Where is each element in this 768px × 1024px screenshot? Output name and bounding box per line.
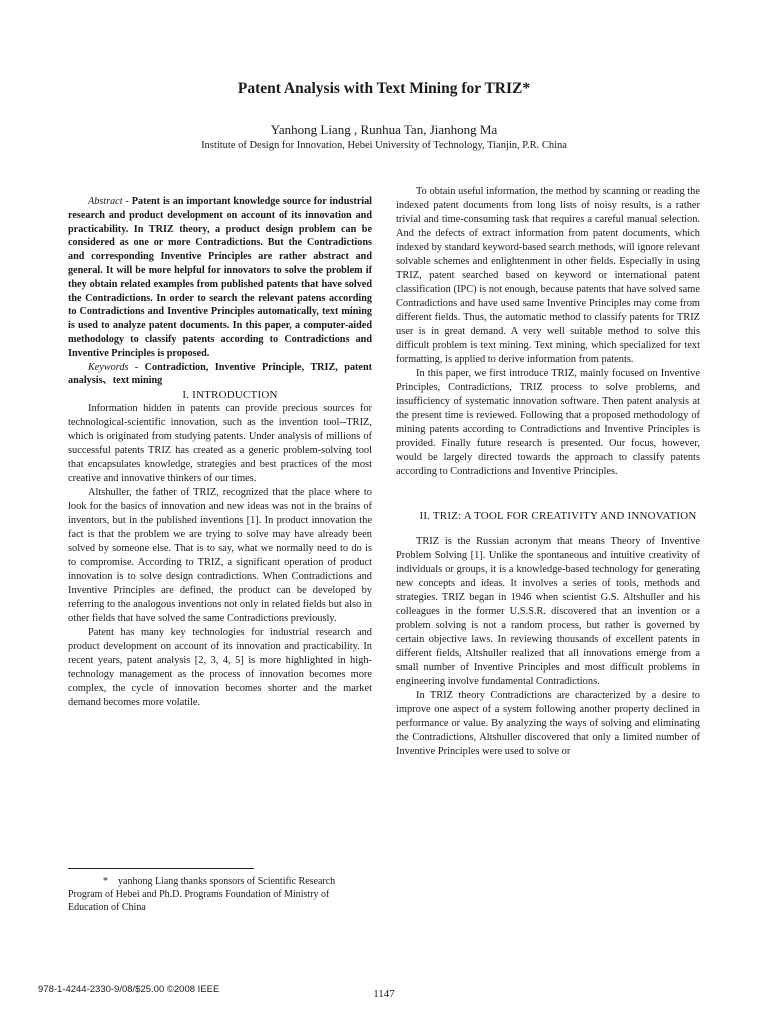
abstract xyxy=(68,195,372,361)
section-heading-introduction: I. INTRODUCTION xyxy=(182,389,278,402)
keywords-text: Contradiction, Inventive Principle, TRIZ, patent analysis、text mining xyxy=(68,361,373,387)
body-paragraph: Information hidden in patents can provide precious sources for technological-scientific innovation, such as the invention tool--TRIZ, which is originated from studying patents. Under analysis of millions of successful patents TRIZ has created as a generic problem-solving tool that encapsulates knowledge, strategies and best practices of the most creative and innovative thinkers of our times. xyxy=(68,403,372,485)
copyright-notice: 978-1-4244-2330-9/08/$25.00 ©2008 IEEE xyxy=(38,984,220,995)
body-paragraph: To obtain useful information, the method by scanning or reading the indexed patent documents from long lists of noisy results, is a rather trivial and time-consuming task that requires a careful manual selection. And the defects of extract information from patent documents, which indexed by standard keyword-based search methods, will ignore relevant solvable schemes and enlightenment in other fields. Especially in using TRIZ, patent searched based on keyword or international patent classification (IPC) is not enough, because patents that have solved same Contradictions and have used same Inventive Principles may come from different fields. Thus, the automatic method to classify patents for TRIZ user is in great demand. A very well suitable method to solve this difficult problem is text mining. Text mining, which specialized for text formatting, is applied to derive information from patents. xyxy=(396,186,700,365)
page-number: 1147 xyxy=(373,988,395,1000)
right-column xyxy=(396,185,700,759)
abstract-lead: Abstract - xyxy=(88,196,129,207)
footnote-marker: * xyxy=(103,876,108,887)
keywords xyxy=(68,361,372,389)
body-paragraph: TRIZ is the Russian acronym that means Theory of Inventive Problem Solving [1]. Unlike the spontaneous and intuitive creativity of individuals or groups, it is a knowledge-based technology for generating new concepts and ideas. It involves a series of tools, methods and strategies. TRIZ began in 1946 when scientist G.S. Altshuller and his colleagues in the former U.S.S.R. discovered that an invention or a problem solving is not a random process, but rather is governed by certain objective laws. In reviewing thousands of excellent patents in different fields, Altshuller realized that all innovations emerge from a small number of Inventive Principles and most difficult problems in engineering involve fundamental Contradictions. xyxy=(396,536,700,687)
paper-title: Patent Analysis with Text Mining for TRIZ* xyxy=(237,80,531,97)
author-affiliation: Institute of Design for Innovation, Hebei University of Technology, Tianjin, P.R. China xyxy=(201,140,567,151)
body-paragraph: Altshuller, the father of TRIZ, recognized that the place where to look for the basics of innovation and new ideas was not in the brains of inventors, but in the published inventions [1]. In product innovation the fact is that the problem we are trying to solve may have already been solved by someone else. That is to say, what we normally need to do is to compromise. According to TRIZ, a significant operation of product innovation is to solve design contradictions. When Contradictions and Inventive Principles are defined, the product can be developed by referring to the analogous inventions not only in related fields but also in other fields that have solved the same Contradictions previously. xyxy=(68,487,372,625)
footnote-text: yanhong Liang thanks sponsors of Scientific Research Program of Hebei and Ph.D. Programs Foundation of Ministry of Education of China xyxy=(68,876,336,913)
section-heading-triz: II. TRIZ: A TOOL FOR CREATIVITY AND INNOVATION xyxy=(419,510,697,522)
abstract-text: Patent is an important knowledge source for industrial research and product development on account of its innovation and practicability. In TRIZ theory, a product design problem can be considered as one or more Contradictions. But the Contradictions and corresponding Inventive Principles are rather abstract and general. It will be more helpful for innovators to solve the problem if they obtain related examples from published patents that have solved the Contradictions. In order to search the relevant patens according to Contradictions and Inventive Principles automatically, text mining is used to analyze patent documents. In this paper, a computer-aided methodology to classify patents according to Contradictions and Inventive Principles is proposed. xyxy=(68,196,372,359)
body-paragraph: In this paper, we first introduce TRIZ, mainly focused on Inventive Principles, Contradictions, TRIZ process to solve problems, and insufficiency of systematic innovation software. Then patent analysis at the present time is reviewed. Following that a proposed methodology of mining patents according to Contradictions and Inventive Principles is provided. Finally future research is presented. Our focus, however, would be largely directed towards the approach to classify patents according to Contradictions and Inventive Principles. xyxy=(396,368,700,477)
footnote xyxy=(68,875,358,914)
body-paragraph: Patent has many key technologies for industrial research and product development on account of its innovation and practicability. In recent years, patent analysis [2, 3, 4, 5] is more highlighted in high-technology management as the process of innovation becomes more complex, the cycle of innovation becomes shorter and the market demand becomes more volatile. xyxy=(68,627,372,709)
keywords-lead: Keywords - xyxy=(88,361,139,373)
footnote-divider xyxy=(68,868,254,869)
body-paragraph: In TRIZ theory Contradictions are characterized by a desire to improve one aspect of a system following another property declined in performance or value. By analyzing the ways of solving and eliminating the Contradictions, Altshuller discovered that only a limited number of Inventive Principles were used to solve or xyxy=(396,690,700,757)
left-column xyxy=(68,195,372,710)
author-list: Yanhong Liang , Runhua Tan, Jianhong Ma xyxy=(270,122,498,137)
